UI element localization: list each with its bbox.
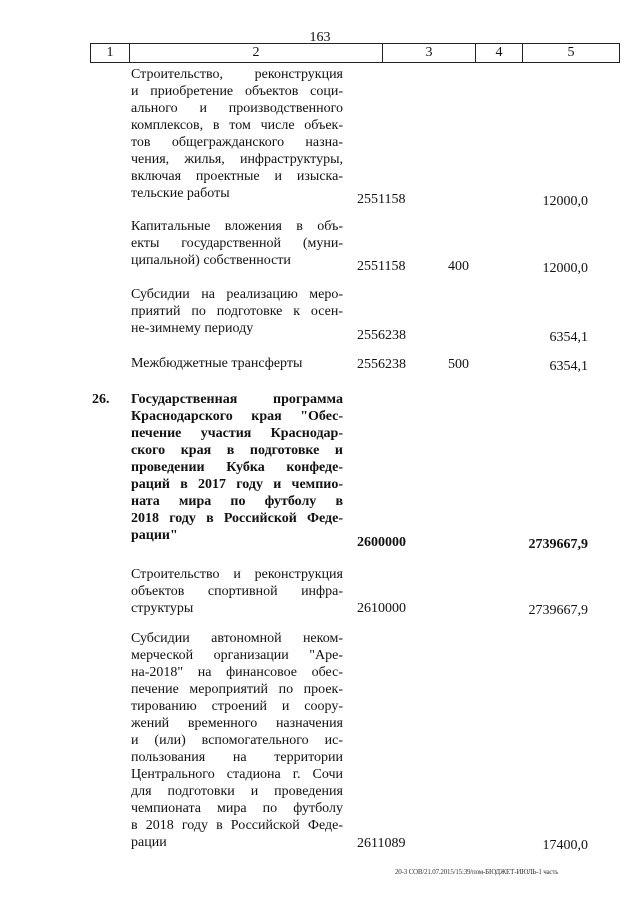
description-line: включая проектные и изыска- — [131, 169, 343, 184]
amount: 6354,1 — [549, 330, 588, 345]
description-line: и (или) вспомогательного ис- — [131, 733, 343, 748]
description-line: приятий по подготовке к осен- — [131, 304, 343, 319]
amount: 6354,1 — [549, 359, 588, 374]
description-line: ната мира по футболу в — [131, 494, 343, 509]
row-number: 26. — [92, 392, 110, 407]
table-row — [0, 286, 640, 346]
row-description — [131, 566, 343, 617]
table-row — [0, 355, 640, 377]
amount: 12000,0 — [542, 261, 588, 276]
target-code: 2556238 — [357, 328, 406, 343]
table-row — [0, 391, 640, 551]
row-description — [131, 391, 343, 544]
description-line: ального и производственного — [131, 101, 343, 116]
description-line: в 2018 году в Российской Феде- — [131, 818, 343, 833]
description-line: тельские работы — [131, 186, 230, 201]
target-code: 2610000 — [357, 601, 406, 616]
description-line: раций в 2017 году и чемпио- — [131, 477, 343, 492]
amount: 2739667,9 — [528, 537, 588, 552]
description-line: Строительство, реконструкция — [131, 67, 343, 82]
target-code: 2551158 — [357, 259, 406, 274]
description-line: жений временного назначения — [131, 716, 343, 731]
description-line: мерческой организации "Аре- — [131, 648, 343, 663]
description-line: тированию строений и соору- — [131, 699, 343, 714]
description-line: Центрального стадиона г. Сочи — [131, 767, 343, 782]
target-code: 2600000 — [357, 535, 406, 550]
description-line: ского края в подготовке и — [131, 443, 343, 458]
description-line: ципальной) собственности — [131, 253, 291, 268]
description-line: Государственная программа — [131, 392, 343, 407]
description-line: не-зимнему периоду — [131, 321, 254, 336]
column-header-table — [90, 43, 620, 63]
description-line: Краснодарского края "Обес- — [131, 409, 343, 424]
page-number: 163 — [309, 30, 331, 45]
description-line: печение участия Краснодар- — [131, 426, 343, 441]
target-code: 2551158 — [357, 192, 406, 207]
description-line: Межбюджетные трансферты — [131, 356, 303, 371]
row-description — [131, 66, 343, 202]
expense-type: 500 — [448, 357, 469, 372]
column-header-4: 4 — [476, 44, 523, 63]
description-line: проведении Кубка конфеде- — [131, 460, 343, 475]
column-header-2: 2 — [130, 44, 383, 63]
description-line: и приобретение объектов соци- — [131, 84, 343, 99]
row-description — [131, 630, 343, 851]
description-line: Капитальные вложения в объ- — [131, 219, 343, 234]
description-line: чемпионата мира по футболу — [131, 801, 343, 816]
target-code: 2556238 — [357, 357, 406, 372]
table-row — [0, 630, 640, 855]
amount: 2739667,9 — [528, 603, 588, 618]
table-row — [0, 218, 640, 278]
description-line: Субсидии автономной неком- — [131, 631, 343, 646]
description-line: Субсидии на реализацию меро- — [131, 287, 343, 302]
description-line: 2018 году в Российской Феде- — [131, 511, 343, 526]
row-description — [131, 218, 343, 269]
description-line: Строительство и реконструкция — [131, 567, 343, 582]
description-line: пользования на территории — [131, 750, 343, 765]
column-header-1: 1 — [91, 44, 130, 63]
column-header-3: 3 — [383, 44, 476, 63]
description-line: рации" — [131, 528, 178, 543]
row-description — [131, 286, 343, 337]
amount: 17400,0 — [542, 838, 588, 853]
amount: 12000,0 — [542, 194, 588, 209]
column-header-5: 5 — [523, 44, 620, 63]
target-code: 2611089 — [357, 836, 406, 851]
description-line: печение мероприятий по проек- — [131, 682, 343, 697]
description-line: тов общегражданского назна- — [131, 135, 343, 150]
description-line: рации — [131, 835, 167, 850]
table-row — [0, 566, 640, 626]
table-row — [0, 66, 640, 216]
row-description — [131, 355, 343, 372]
print-footer: 20-3 СОВ/21.07.2015/15:39/пом-БЮДЖЕТ-ИЮЛЬ-1 часть — [395, 868, 559, 876]
description-line: екты государственной (муни- — [131, 236, 343, 251]
description-line: комплексов, в том числе объек- — [131, 118, 343, 133]
description-line: на-2018" на финансовое обес- — [131, 665, 343, 680]
description-line: чения, жилья, инфраструктуры, — [131, 152, 343, 167]
description-line: объектов спортивной инфра- — [131, 584, 343, 599]
expense-type: 400 — [448, 259, 469, 274]
description-line: структуры — [131, 601, 194, 616]
description-line: для подготовки и проведения — [131, 784, 343, 799]
